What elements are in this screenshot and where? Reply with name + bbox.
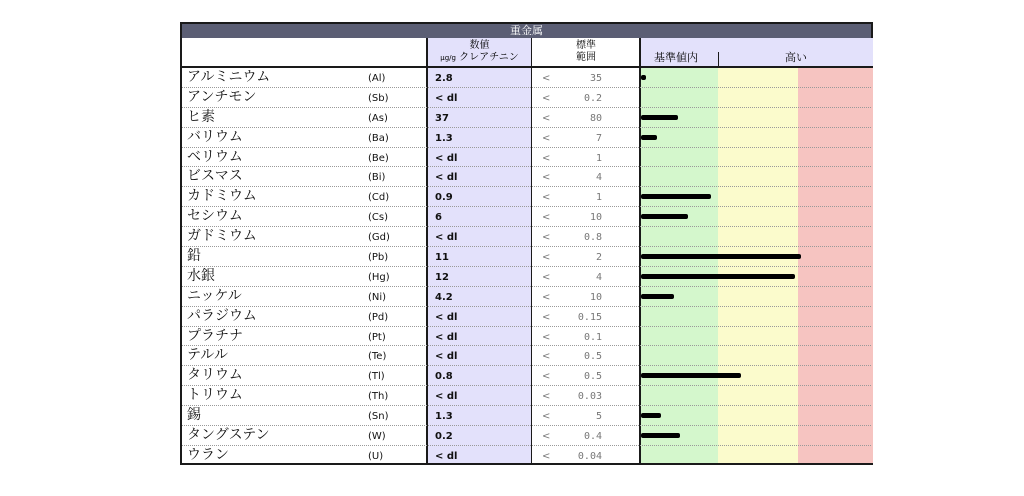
element-name: ガドミウム [187, 228, 257, 245]
result-value: 6 [435, 212, 442, 224]
element-name: 錫 [187, 407, 201, 424]
less-than-sign: < [542, 252, 551, 264]
header-value-label: 数値 [469, 40, 490, 51]
level-bar [641, 194, 711, 199]
element-name: トリウム [187, 387, 243, 404]
less-than-sign: < [542, 73, 551, 84]
level-bar [641, 433, 680, 438]
table-row [182, 227, 871, 247]
element-symbol: (Pb) [368, 252, 389, 264]
less-than-sign: < [542, 172, 551, 184]
level-bar [641, 413, 661, 418]
result-value: < dl [435, 232, 458, 244]
result-value: 11 [435, 252, 449, 264]
less-than-sign: < [542, 152, 551, 164]
reference-value: 0.1 [583, 331, 602, 343]
table-row [182, 128, 871, 148]
element-symbol: (Be) [368, 152, 389, 164]
element-symbol: (U) [368, 450, 384, 462]
level-bar [641, 214, 688, 219]
reference-value: 1 [595, 152, 602, 164]
element-symbol: (Sb) [368, 92, 389, 104]
element-name: アルミニウム [187, 69, 271, 85]
element-symbol: (Th) [368, 391, 389, 403]
reference-value: 1 [595, 192, 602, 204]
element-symbol: (Tl) [368, 371, 385, 383]
table-row [182, 346, 871, 366]
result-value: 37 [435, 112, 449, 124]
table-row [182, 68, 871, 88]
header-value-unit: µg/g [440, 54, 456, 62]
result-value: 0.9 [435, 192, 453, 204]
element-symbol: (Ni) [368, 291, 387, 303]
header-reference-label-1: 標準 [576, 40, 596, 51]
header-name-column [182, 38, 427, 68]
element-name: パラジウム [187, 307, 257, 324]
reference-value: 4 [595, 172, 602, 184]
element-symbol: (Pt) [368, 331, 386, 343]
less-than-sign: < [542, 92, 551, 104]
level-bar [641, 115, 678, 120]
table-body [182, 68, 871, 466]
element-name: ウラン [187, 446, 229, 463]
result-value: < dl [435, 172, 458, 184]
element-name: 鉛 [187, 248, 201, 265]
table-row [182, 446, 871, 466]
header-normal-label: 基準値内 [654, 51, 698, 64]
element-name: バリウム [187, 128, 243, 145]
less-than-sign: < [542, 411, 551, 423]
header-value-basis: クレアチニン [459, 52, 519, 63]
header-reference-column [532, 38, 640, 68]
result-value: < dl [435, 450, 458, 462]
reference-value: 0.4 [583, 431, 602, 443]
result-value: 2.8 [435, 73, 453, 84]
less-than-sign: < [542, 331, 551, 343]
result-value: < dl [435, 351, 458, 363]
table-row [182, 108, 871, 128]
element-name: タングステン [187, 427, 270, 444]
reference-value: 0.8 [583, 232, 602, 244]
result-value: < dl [435, 311, 458, 323]
element-name: アンチモン [187, 88, 257, 105]
reference-value: 0.5 [583, 351, 602, 363]
level-bar [641, 135, 657, 140]
element-symbol: (Pd) [368, 311, 389, 323]
element-symbol: (Al) [368, 73, 386, 84]
less-than-sign: < [542, 371, 551, 383]
less-than-sign: < [542, 271, 551, 283]
less-than-sign: < [542, 132, 551, 144]
table-row [182, 366, 871, 386]
result-value: 1.3 [435, 411, 453, 423]
result-value: 0.8 [435, 371, 453, 383]
heavy-metals-table [180, 22, 873, 465]
element-name: ビスマス [187, 168, 243, 185]
table-row [182, 88, 871, 108]
table-row [182, 167, 871, 187]
table-row [182, 287, 871, 307]
reference-value: 0.15 [577, 311, 602, 323]
element-symbol: (As) [368, 112, 388, 124]
less-than-sign: < [542, 351, 551, 363]
header-bar-column [640, 38, 873, 68]
element-name: プラチナ [187, 327, 243, 344]
level-bar [641, 274, 795, 279]
result-value: < dl [435, 331, 458, 343]
table-row [182, 426, 871, 446]
less-than-sign: < [542, 192, 551, 204]
header-value-unit-line [427, 52, 532, 64]
less-than-sign: < [542, 112, 551, 124]
element-symbol: (Te) [368, 351, 387, 363]
table-row [182, 267, 871, 287]
reference-value: 0.03 [577, 391, 602, 403]
table-row [182, 307, 871, 327]
element-symbol: (Cs) [368, 212, 388, 224]
element-symbol: (Bi) [368, 172, 386, 184]
header-high-label: 高い [785, 51, 807, 64]
result-value: < dl [435, 92, 458, 104]
table-row [182, 327, 871, 347]
element-name: カドミウム [187, 188, 257, 205]
less-than-sign: < [542, 311, 551, 323]
table-row [182, 207, 871, 227]
reference-value: 10 [589, 212, 602, 224]
reference-value: 80 [589, 112, 602, 124]
element-symbol: (Gd) [368, 232, 390, 244]
result-value: 12 [435, 271, 449, 283]
header-divider [718, 52, 719, 66]
reference-value: 0.5 [583, 371, 602, 383]
less-than-sign: < [542, 450, 551, 462]
less-than-sign: < [542, 391, 551, 403]
element-name: 水銀 [187, 267, 215, 284]
reference-value: 5 [595, 411, 602, 423]
level-bar [641, 254, 801, 259]
element-symbol: (Ba) [368, 132, 389, 144]
element-name: セシウム [187, 208, 243, 225]
element-name: タリウム [187, 367, 243, 384]
result-value: < dl [435, 391, 458, 403]
less-than-sign: < [542, 291, 551, 303]
less-than-sign: < [542, 232, 551, 244]
element-symbol: (Hg) [368, 271, 390, 283]
element-symbol: (W) [368, 431, 386, 443]
level-bar [641, 75, 646, 80]
table-row [182, 247, 871, 267]
table-row [182, 406, 871, 426]
table-row [182, 386, 871, 406]
less-than-sign: < [542, 212, 551, 224]
result-value: 0.2 [435, 431, 453, 443]
element-name: ベリウム [187, 148, 243, 165]
header-value-column [427, 38, 532, 68]
element-name: ヒ素 [187, 108, 215, 125]
result-value: 4.2 [435, 291, 453, 303]
table-row [182, 187, 871, 207]
element-name: ニッケル [187, 287, 242, 304]
table-row [182, 148, 871, 168]
result-value: 1.3 [435, 132, 453, 144]
reference-value: 4 [595, 271, 602, 283]
reference-value: 10 [589, 291, 602, 303]
reference-value: 35 [589, 73, 602, 84]
header-reference-label-2: 範囲 [576, 52, 596, 63]
element-symbol: (Cd) [368, 192, 390, 204]
element-symbol: (Sn) [368, 411, 389, 423]
table-title: 重金属 [182, 24, 871, 38]
reference-value: 0.04 [577, 450, 602, 462]
level-bar [641, 294, 674, 299]
result-value: < dl [435, 152, 458, 164]
element-name: テルル [187, 347, 228, 364]
reference-value: 7 [595, 132, 602, 144]
reference-value: 2 [595, 252, 602, 264]
less-than-sign: < [542, 431, 551, 443]
level-bar [641, 373, 741, 378]
reference-value: 0.2 [583, 92, 602, 104]
